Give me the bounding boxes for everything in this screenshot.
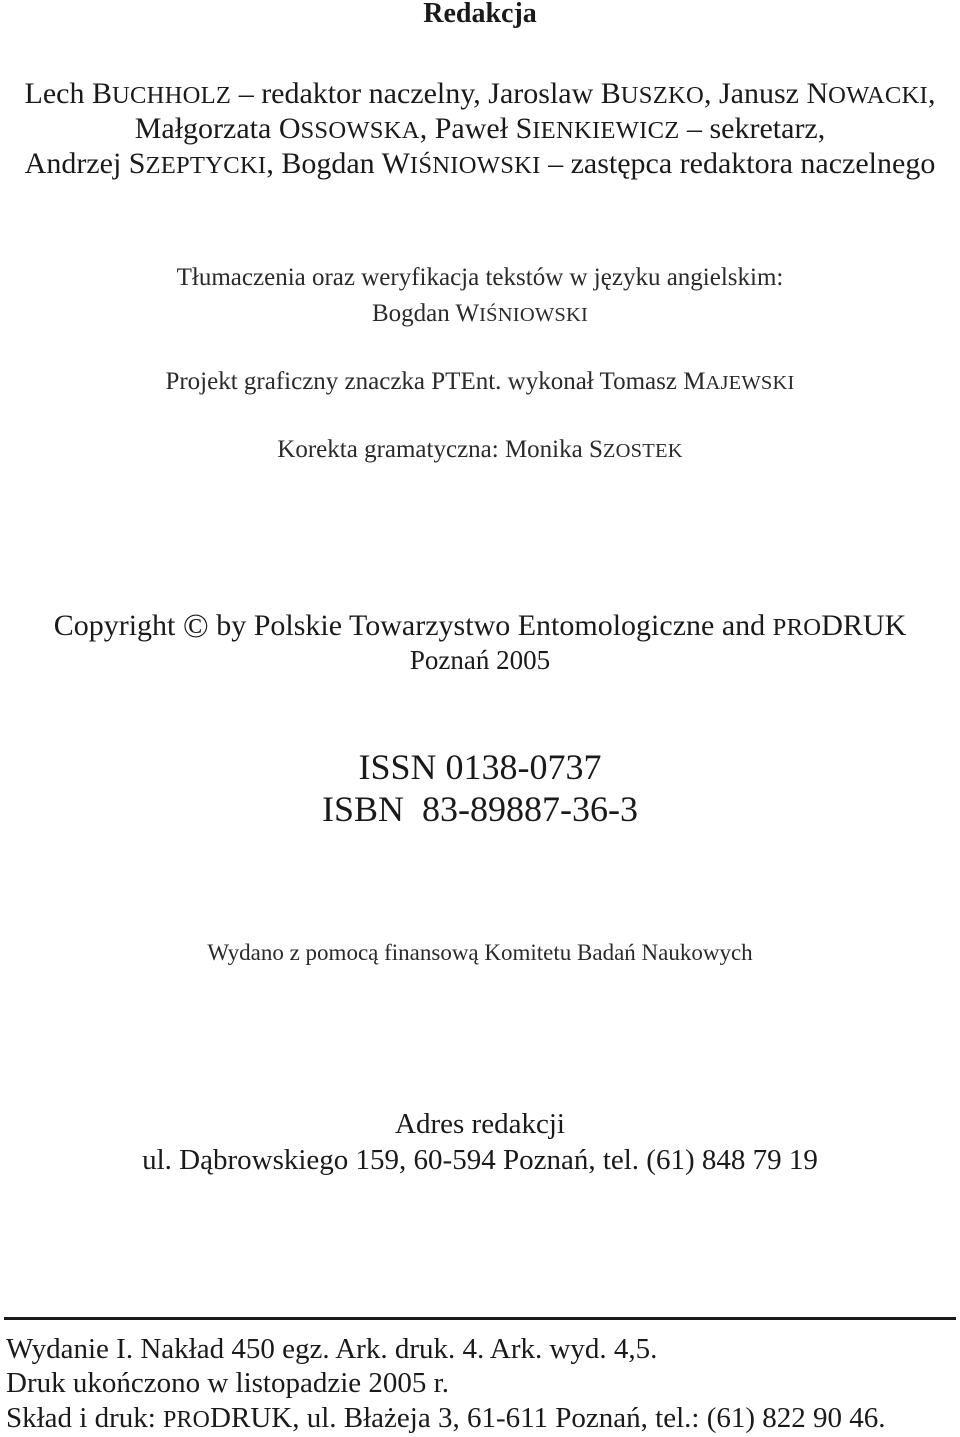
copyright-line: Copyright © by Polskie Towarzystwo Entomologiczne and PRODRUK bbox=[53, 608, 907, 645]
correction-credit: Korekta gramatyczna: Monika SZOSTEK bbox=[277, 436, 683, 463]
footer-divider bbox=[4, 1317, 956, 1320]
copyright-place-year: Poznań 2005 bbox=[409, 645, 551, 675]
editors-line-3: Andrzej SZEPTYCKI, Bogdan WIŚNIOWSKI – zastępca redaktora naczelnego bbox=[24, 147, 936, 180]
print-date: Druk ukończono w listopadzie 2005 r. bbox=[6, 1367, 449, 1399]
editors-line-2: Małgorzata OSSOWSKA, Paweł SIENKIEWICZ – sekretarz, bbox=[134, 112, 826, 145]
editors-line-1: Lech BUCHHOLZ – redaktor naczelny, Jaroslaw BUSZKO, Janusz NOWACKI, bbox=[24, 77, 936, 110]
page-title: Redakcja bbox=[423, 0, 537, 29]
issn: ISSN 0138-0737 bbox=[358, 747, 602, 787]
isbn: ISBN 83-89887-36-3 bbox=[322, 789, 638, 829]
printer-info: Skład i druk: PRODRUK, ul. Błażeja 3, 61-611 Poznań, tel.: (61) 822 90 46. bbox=[6, 1402, 886, 1434]
translation-credit: Tłumaczenia oraz weryfikacja tekstów w języku angielskim: bbox=[176, 264, 784, 291]
funding-note: Wydano z pomocą finansową Komitetu Badań Naukowych bbox=[207, 940, 753, 965]
edition-info: Wydanie I. Nakład 450 egz. Ark. druk. 4. Ark. wyd. 4,5. bbox=[6, 1333, 658, 1365]
project-credit: Projekt graficzny znaczka PTEnt. wykonał Tomasz MAJEWSKI bbox=[165, 368, 795, 395]
copyright-icon: © bbox=[182, 608, 209, 645]
address-heading: Adres redakcji bbox=[395, 1108, 565, 1140]
translation-name: Bogdan WIŚNIOWSKI bbox=[371, 300, 589, 327]
address-line: ul. Dąbrowskiego 159, 60-594 Poznań, tel. (61) 848 79 19 bbox=[142, 1144, 818, 1176]
